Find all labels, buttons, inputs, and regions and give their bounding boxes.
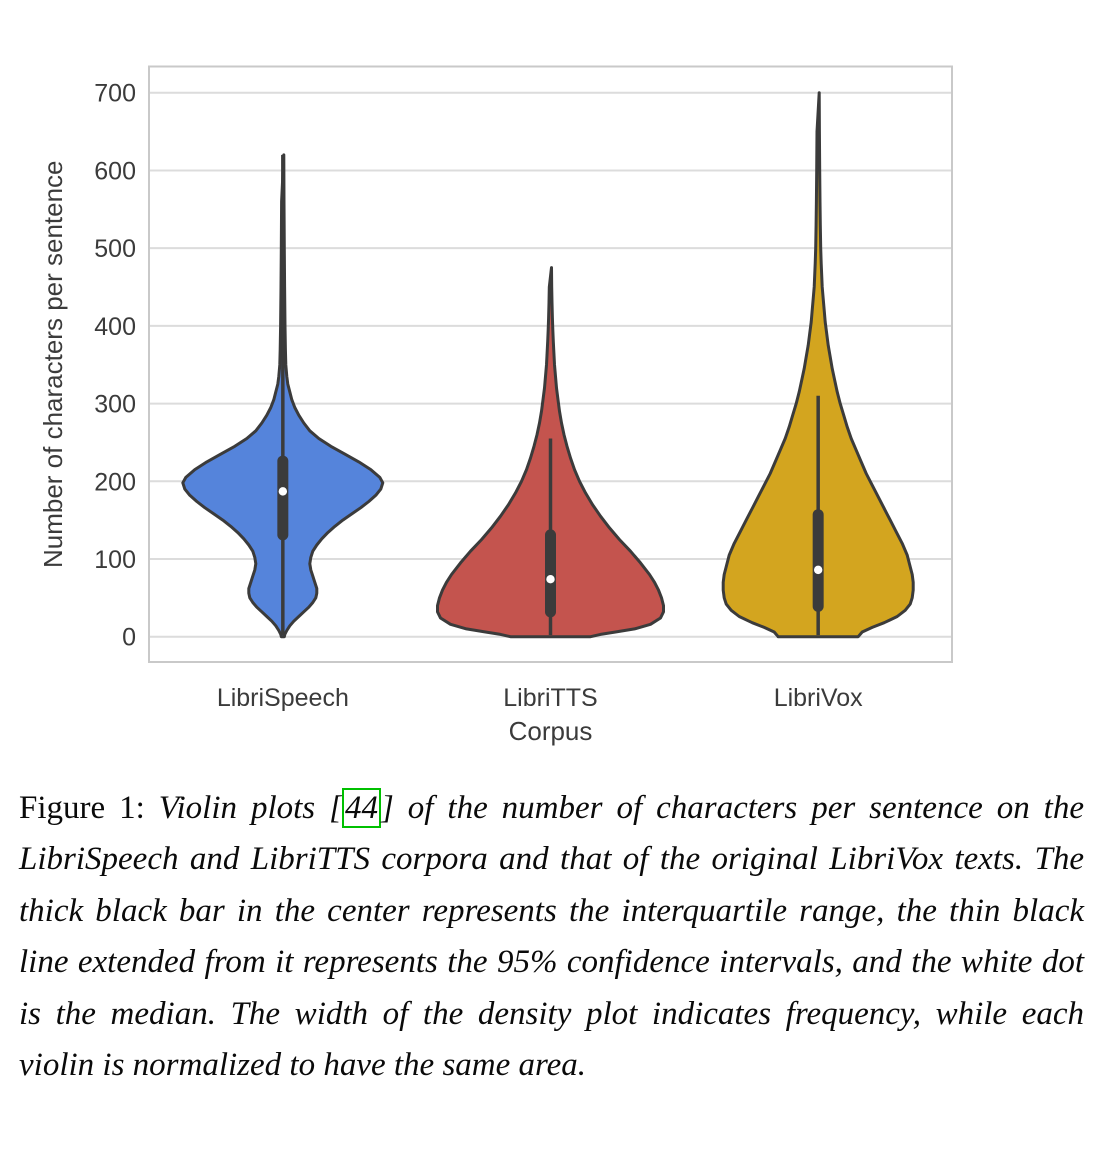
y-tick-label-400: 400 <box>94 312 136 341</box>
y-tick-label-0: 0 <box>122 623 136 652</box>
x-tick-label-librispeech: LibriSpeech <box>216 684 349 712</box>
y-tick-labels <box>94 80 136 652</box>
y-tick-label-700: 700 <box>94 79 136 108</box>
y-axis-title: Number of characters per sentence <box>38 160 68 569</box>
caption-text-post: ] of the number of characters per sentence on the LibriSpeech and LibriTTS corpora and that of the original LibriVox texts. The thick black bar in the center represents the interquartile range, the thin black line extended from it represents the 95% confidence intervals, and the white dot is the median. The width of the density plot indicates frequency, while each violin is normalized to have the same area. <box>19 790 1084 1084</box>
median-dot-libritts <box>546 575 554 583</box>
figure-label: Figure 1: <box>19 790 145 826</box>
y-tick-label-500: 500 <box>94 235 136 264</box>
y-tick-label-100: 100 <box>94 545 136 574</box>
x-tick-label-libritts: LibriTTS <box>503 684 598 712</box>
y-tick-label-300: 300 <box>94 390 136 419</box>
x-tick-labels <box>217 684 863 712</box>
figure-caption <box>19 783 1084 1092</box>
y-tick-label-200: 200 <box>94 468 136 497</box>
x-tick-label-librivox: LibriVox <box>773 684 863 712</box>
y-tick-label-600: 600 <box>94 157 136 186</box>
x-axis-title: Corpus <box>508 716 593 746</box>
median-dot-librispeech <box>279 487 287 495</box>
median-dot-librivox <box>814 566 822 574</box>
caption-text-pre: Violin plots [ <box>158 790 342 826</box>
citation-44-link[interactable]: 44 <box>342 788 381 828</box>
